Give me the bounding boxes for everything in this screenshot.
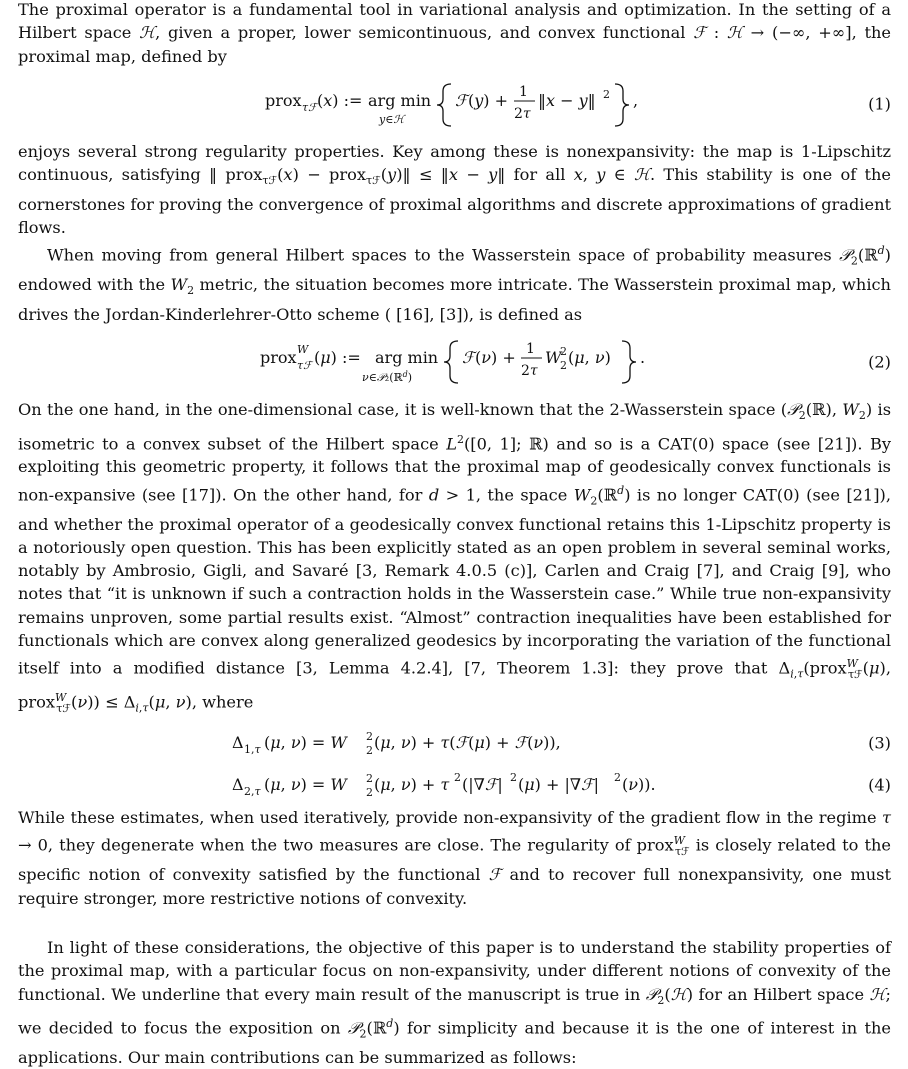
svg-text:(μ) :=: (μ) := bbox=[313, 348, 361, 368]
svg-text:(ν)).: (ν)). bbox=[621, 775, 656, 795]
svg-text:.: . bbox=[639, 348, 645, 368]
paragraph-intro: The proximal operator is a fundamental tool in variational analysis and optimization. In the setting of a Hilbert space ℋ, given a proper, lower semicontinuous, and convex functional ℱ : ℋ → (−∞, +∞], the proximal map, defined by bbox=[18, 0, 891, 66]
svg-text:(μ) + |∇ℱ|: (μ) + |∇ℱ| bbox=[517, 775, 599, 795]
equation-3 bbox=[18, 722, 891, 764]
svg-text:(μ, ν) = W: (μ, ν) = W bbox=[263, 775, 347, 795]
svg-text:(μ, ν) + τ: (μ, ν) + τ bbox=[373, 775, 449, 795]
equation-number: (2) bbox=[868, 352, 891, 372]
svg-text:2τ: 2τ bbox=[520, 363, 538, 380]
svg-text:(μ, ν) + τ(ℱ(μ) + ℱ(ν)),: (μ, ν) + τ(ℱ(μ) + ℱ(ν)), bbox=[373, 733, 561, 753]
svg-text:Δ: Δ bbox=[231, 733, 244, 753]
equation-number: (1) bbox=[868, 94, 891, 114]
svg-text:(|∇ℱ|: (|∇ℱ| bbox=[461, 775, 503, 795]
paragraph-estimates: While these estimates, when used iteratively, provide non-expansivity of the gradient flow in the regime τ → 0, they degenerate when the two measures are close. The regularity of prox$^W_{\tau ℱ}$ is closely related to the specific notion of convexity satisfied by the functional ℱ and to recover full nonexpansivity, one must require stronger, more restrictive notions of convexity. bbox=[18, 808, 891, 908]
svg-text:2,τ: 2,τ bbox=[243, 785, 261, 799]
svg-text:2τ: 2τ bbox=[513, 105, 531, 122]
svg-text:2: 2 bbox=[559, 359, 567, 373]
svg-text:1,τ: 1,τ bbox=[243, 743, 261, 757]
svg-text:y∈ℋ: y∈ℋ bbox=[378, 112, 404, 126]
svg-text:2: 2 bbox=[559, 345, 567, 359]
svg-text:W: W bbox=[296, 343, 308, 357]
svg-text:prox: prox bbox=[259, 348, 297, 368]
svg-text:2: 2 bbox=[365, 786, 373, 800]
svg-text:2: 2 bbox=[365, 772, 373, 786]
equation-1-formula bbox=[265, 74, 645, 134]
equation-4 bbox=[18, 764, 891, 806]
svg-text:1: 1 bbox=[518, 83, 528, 100]
svg-text:2: 2 bbox=[365, 730, 373, 744]
svg-text:1: 1 bbox=[525, 341, 535, 358]
svg-text:(μ, ν): (μ, ν) bbox=[567, 348, 611, 368]
svg-text:‖x − y‖: ‖x − y‖ bbox=[537, 90, 596, 110]
equation-2 bbox=[18, 326, 891, 398]
svg-text:ℱ: ℱ bbox=[454, 90, 468, 110]
equation-3-formula bbox=[232, 726, 594, 760]
equation-1 bbox=[18, 68, 891, 140]
paragraph-nonexpansivity: enjoys several strong regularity properties. Key among these is nonexpansivity: the map is 1-Lipschitz continuous, satisfying ‖ prox$_{\tau ℱ}$(x) − prox$_{\tau ℱ}$(y)‖ ≤ ‖x − y‖ for all x, y ∈ ℋ. This stability is one of the cornerstones for proving the convergence of proximal algorithms and discrete approximations of gradient flows. bbox=[18, 141, 892, 238]
svg-text:τℱ: τℱ bbox=[296, 359, 312, 373]
paragraph-wasserstein: When moving from general Hilbert spaces to the Wasserstein space of probability measures 𝒫$_2$(ℝ$^d$) endowed with the $W_2$ metric, the situation becomes more intricate. The Wasserstein proximal map, which drives the Jordan-Kinderlehrer-Otto scheme ( [16], [3]), is defined as bbox=[18, 244, 891, 324]
paper-page bbox=[18, 0, 891, 1069]
svg-text:arg min: arg min bbox=[367, 90, 431, 110]
svg-text:Δ: Δ bbox=[231, 775, 244, 795]
svg-text:τℱ: τℱ bbox=[301, 100, 317, 114]
equation-number: (4) bbox=[868, 775, 891, 795]
paragraph-one-dimensional: On the one hand, in the one-dimensional case, it is well-known that the 2-Wasserstein space (𝒫$_2$(ℝ), $W_2$) is isometric to a convex subset of the Hilbert space $L^2([0$, 1]; ℝ) and so is a CAT(0) space (see [21]). By exploiting this geometric property, it follows that the proximal map of geodesically convex functionals is non-expansive (see [17]). On the other hand, for d > 1, the space $W_2(ℝ^d)$ is no longer CAT(0) (see [21]), and whether the proximal operator of a geodesically convex functional retains this 1-Lipschitz property is a notoriously open question. This has been explicitly stated as an open problem in several seminal works, notably by Ambrosio, Gigli, and Savaré [3, Remark 4.0.5 (c)], Carlen and Craig [7], and Craig [9], who notes that “it is unknown if such a contraction holds in the Wasserstein case.” While true non-expansivity remains unproven, some partial results exist. “Almost” contraction inequalities have been established for functionals which are convex along generalized geodesics by incorporating the variation of the functional itself into a modified distance [3, Lemma 4.2.4], [7, Theorem 1.3]: they prove that $\Delta_{i,\tau}(prox^W_{\tau ℱ}(\mu)$, prox$^W_{\tau ℱ}$(ν)) ≤ $\Delta_{i,\tau}(\mu$, ν), where bbox=[18, 400, 892, 715]
svg-text:2: 2 bbox=[453, 771, 461, 785]
equation-4-formula bbox=[232, 768, 664, 802]
svg-text:(μ, ν) = W: (μ, ν) = W bbox=[263, 733, 347, 753]
svg-text:(x) :=: (x) := bbox=[316, 90, 362, 110]
equation-number: (3) bbox=[868, 733, 891, 753]
svg-text:2: 2 bbox=[365, 744, 373, 758]
svg-text:2: 2 bbox=[613, 771, 621, 785]
svg-text:2: 2 bbox=[509, 771, 517, 785]
svg-text:prox: prox bbox=[264, 90, 302, 110]
paragraph-objective: In light of these considerations, the objective of this paper is to understand the stability properties of the proximal map, with a particular focus on non-expansivity, under different notions of convexity of the functional. We underline that every main result of the manuscript is true in 𝒫$_2$(ℋ) for an Hilbert space ℋ; we decided to focus the exposition on 𝒫$_2$(ℝ$^d$) for simplicity and because it is the one of interest in the applications. Our main contributions can be summarized as follows: bbox=[18, 937, 891, 1067]
svg-text:ν∈𝒫₂(ℝd): ν∈𝒫₂(ℝ$^d$) bbox=[361, 369, 412, 385]
equation-2-formula bbox=[260, 331, 650, 393]
svg-text:(y) +: (y) + bbox=[467, 90, 508, 110]
svg-text:arg min: arg min bbox=[374, 348, 438, 368]
svg-text:W: W bbox=[544, 348, 561, 368]
svg-text:,: , bbox=[632, 90, 638, 110]
svg-text:ℱ: ℱ bbox=[461, 348, 475, 368]
svg-text:2: 2 bbox=[602, 87, 610, 101]
svg-text:(ν) +: (ν) + bbox=[474, 348, 516, 368]
